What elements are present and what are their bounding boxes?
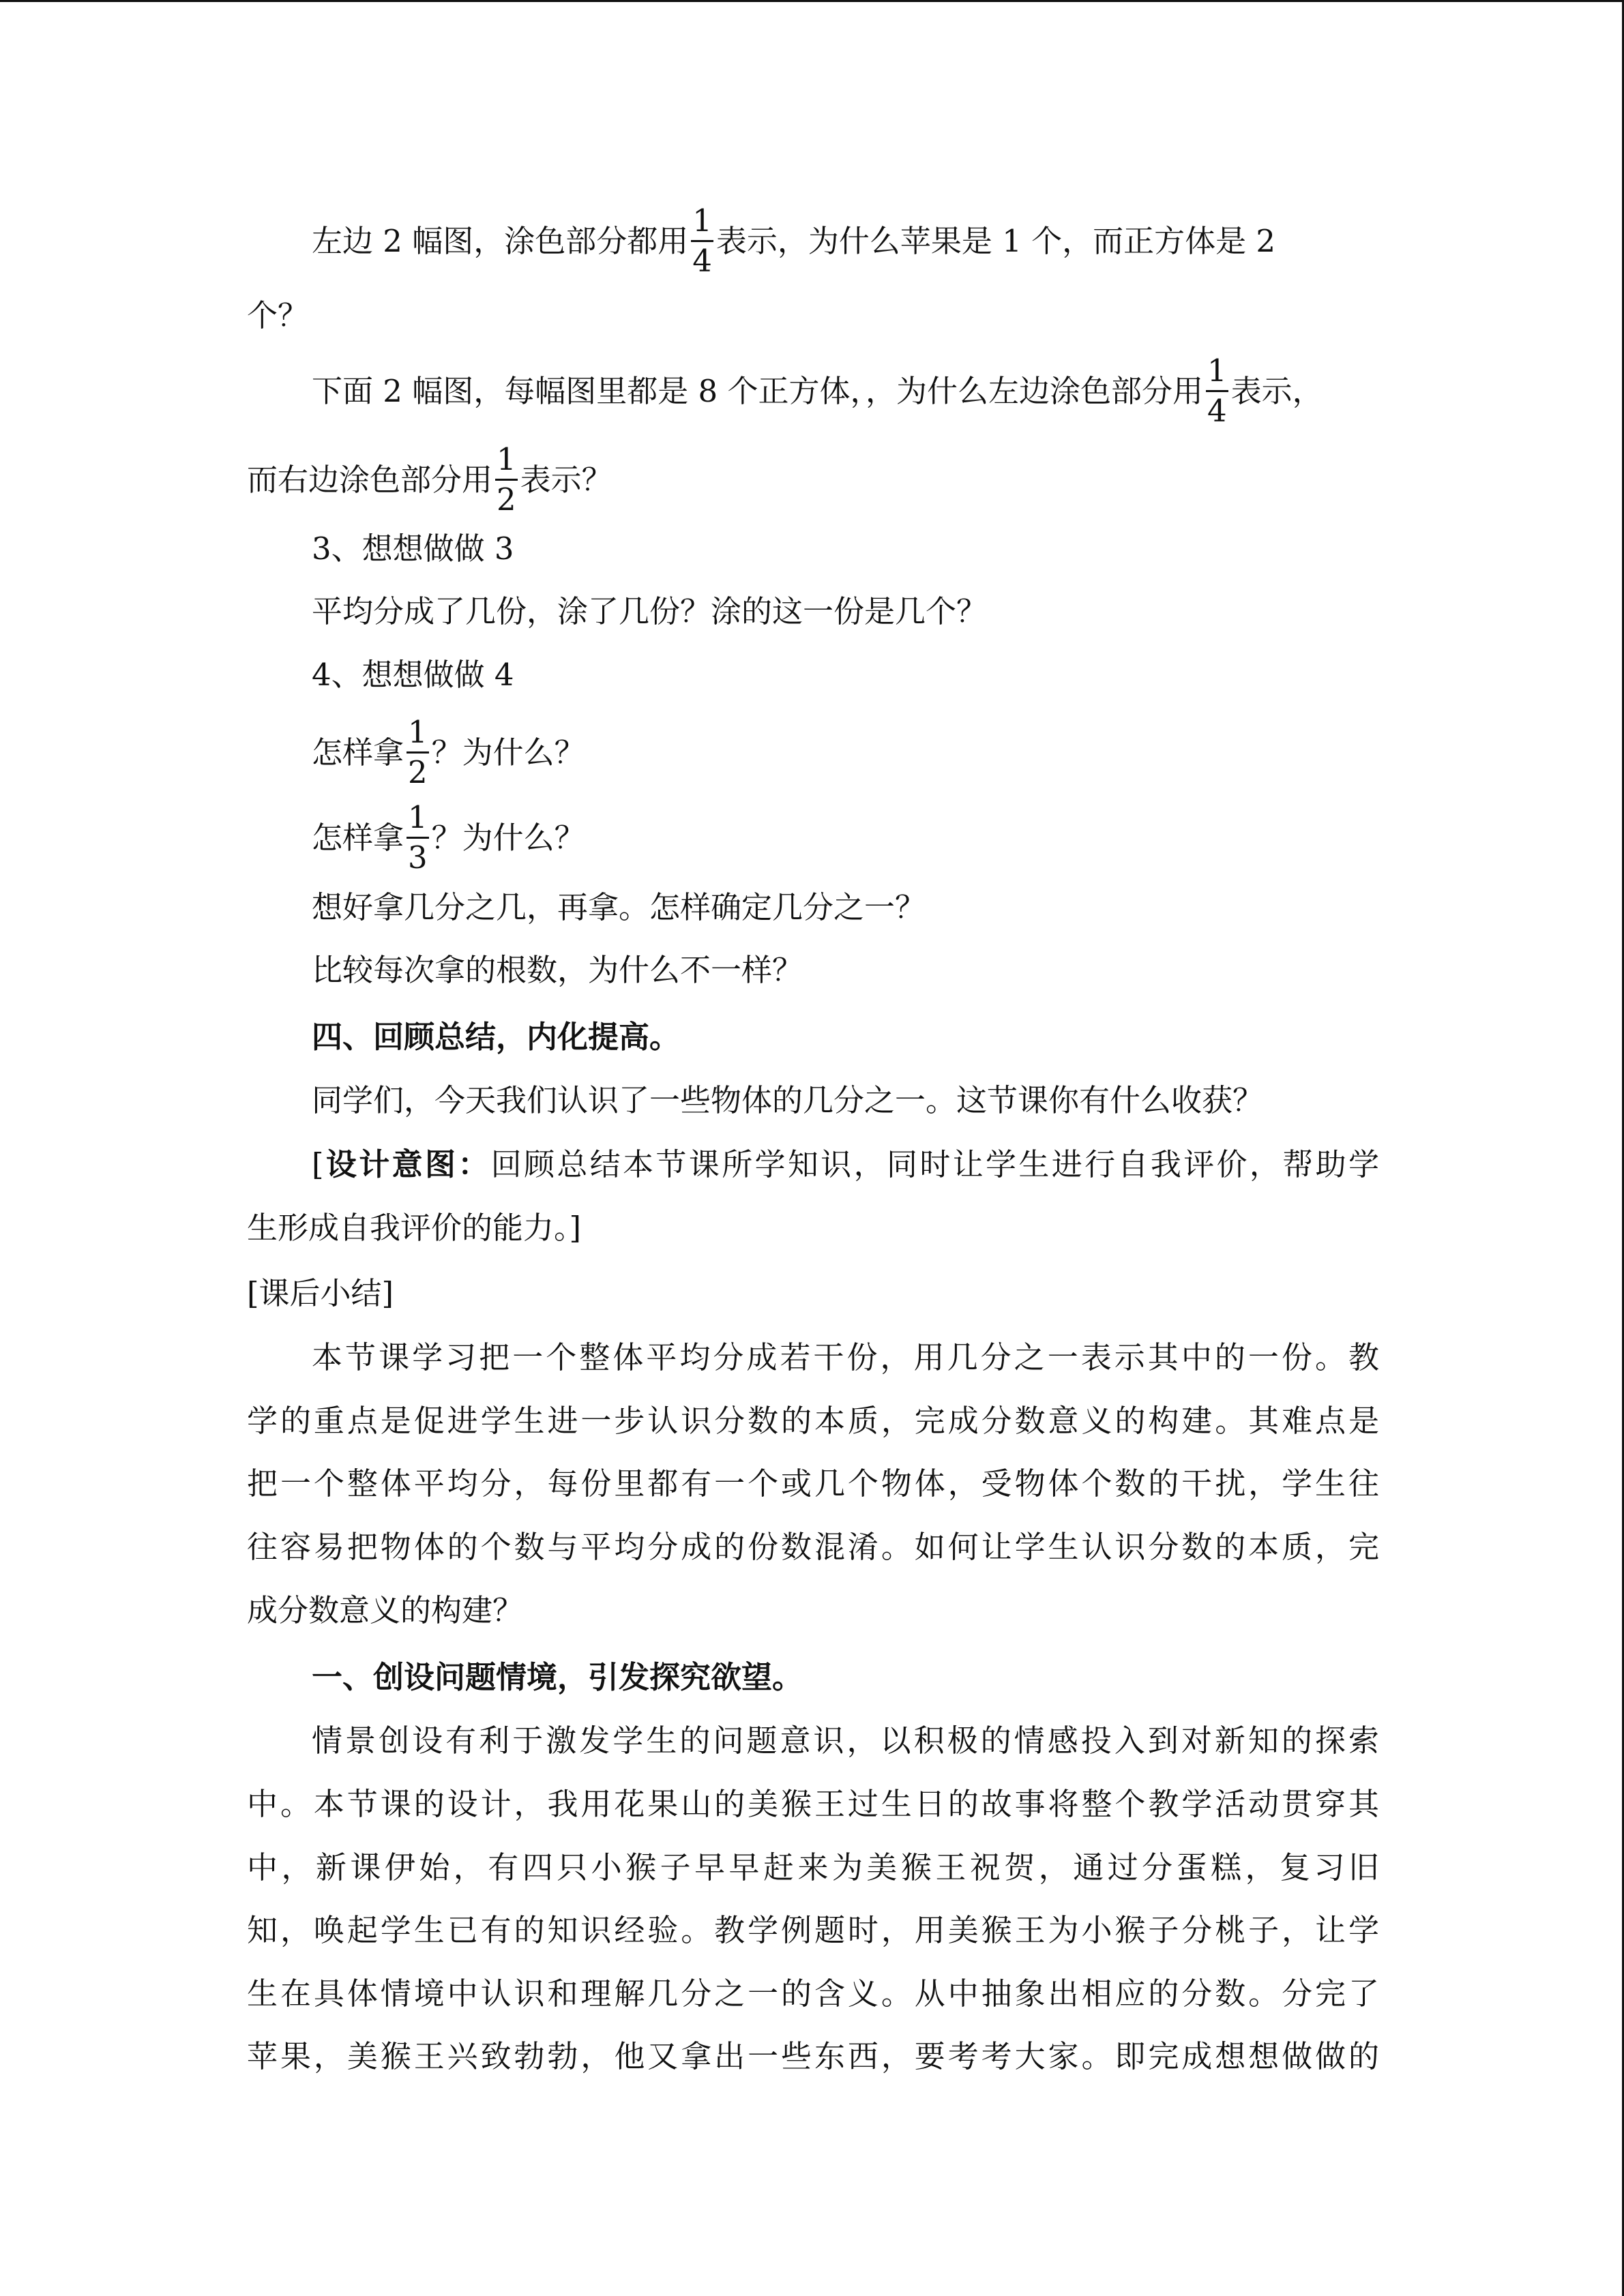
paragraph-line bbox=[312, 714, 1379, 790]
text-run: [ bbox=[312, 1146, 324, 1182]
page-border-top bbox=[0, 0, 1624, 2]
fraction-denominator: 4 bbox=[692, 243, 712, 279]
fraction-numerator: 1 bbox=[1206, 352, 1228, 392]
text-run: 怎样拿 bbox=[312, 820, 404, 856]
fraction bbox=[1206, 352, 1228, 430]
section-heading: [课后小结] bbox=[247, 1275, 394, 1311]
text-run: 表示， bbox=[1230, 373, 1323, 409]
paragraph-line: 本节课学习把一个整体平均分成若干份，用几分之一表示其中的一份。教 bbox=[312, 1339, 1379, 1375]
fraction bbox=[691, 202, 713, 280]
paragraph-line: 生形成自我评价的能力。] bbox=[247, 1210, 582, 1246]
design-intent-label: 设计意图： bbox=[323, 1146, 491, 1182]
paragraph-line bbox=[312, 353, 1379, 429]
text-run: 怎样拿 bbox=[312, 734, 404, 771]
paragraph-line: 平均分成了几份，涂了几份？涂的这一份是几个？ bbox=[312, 593, 988, 629]
paragraph-line: 中，新课伊始，有四只小猴子早早赶来为美猴王祝贺，通过分蛋糕，复习旧 bbox=[247, 1849, 1379, 1885]
paragraph-line: 学的重点是促进学生进一步认识分数的本质，完成分数意义的构建。其难点是 bbox=[247, 1403, 1379, 1439]
fraction bbox=[407, 799, 429, 877]
paragraph-line bbox=[312, 203, 1379, 279]
paragraph-line: 成分数意义的构建？ bbox=[247, 1592, 524, 1628]
text-run: 而右边涂色部分用 bbox=[247, 462, 493, 498]
fraction-denominator: 2 bbox=[497, 481, 516, 518]
fraction-denominator: 4 bbox=[1207, 393, 1227, 429]
text-run: 表示，为什么苹果是 1 个，而正方体是 2 bbox=[715, 223, 1276, 259]
fraction-numerator: 1 bbox=[407, 799, 429, 839]
paragraph-line: 情景创设有利于激发学生的问题意识，以积极的情感投入到对新知的探索 bbox=[312, 1723, 1379, 1759]
section-heading: 四、回顾总结，内化提高。 bbox=[312, 1019, 681, 1055]
text-run: 表示？ bbox=[520, 462, 612, 498]
paragraph-line: 同学们，今天我们认识了一些物体的几分之一。这节课你有什么收获？ bbox=[312, 1082, 1264, 1118]
paragraph-line bbox=[312, 1134, 1379, 1195]
paragraph-line: 中。本节课的设计，我用花果山的美猴王过生日的故事将整个教学活动贯穿其 bbox=[247, 1786, 1379, 1822]
text-run: ？为什么？ bbox=[431, 734, 585, 771]
fraction bbox=[407, 713, 429, 792]
paragraph-line: 把一个整体平均分，每份里都有一个或几个物体，受物体个数的干扰，学生往 bbox=[247, 1465, 1379, 1502]
fraction-numerator: 1 bbox=[407, 713, 429, 754]
paragraph-line bbox=[312, 799, 1379, 876]
fraction-numerator: 1 bbox=[495, 441, 518, 481]
text-run: ？为什么？ bbox=[431, 820, 585, 856]
section-heading: 一、创设问题情境，引发探究欲望。 bbox=[312, 1659, 803, 1695]
fraction-denominator: 2 bbox=[408, 754, 428, 790]
text-run: 下面 2 幅图，每幅图里都是 8 个正方体，，为什么左边涂色部分用 bbox=[312, 373, 1203, 409]
paragraph-line: 生在具体情境中认识和理解几分之一的含义。从中抽象出相应的分数。分完了 bbox=[247, 1976, 1379, 2012]
fraction-numerator: 1 bbox=[691, 202, 713, 242]
paragraph-line: 比较每次拿的根数，为什么不一样？ bbox=[312, 952, 803, 988]
exercise-heading: 3、想想做做 3 bbox=[312, 531, 514, 567]
paragraph-line bbox=[247, 441, 1379, 518]
paragraph-line: 想好拿几分之几，再拿。怎样确定几分之一？ bbox=[312, 889, 926, 925]
text-run: 左边 2 幅图，涂色部分都用 bbox=[312, 223, 689, 259]
paragraph-line: 知，唤起学生已有的知识经验。教学例题时，用美猴王为小猴子分桃子，让学 bbox=[247, 1912, 1379, 1948]
fraction-denominator: 3 bbox=[408, 839, 428, 876]
paragraph-line: 往容易把物体的个数与平均分成的份数混淆。如何让学生认识分数的本质，完 bbox=[247, 1529, 1379, 1565]
exercise-heading: 4、想想做做 4 bbox=[312, 657, 514, 693]
text-run: 回顾总结本节课所学知识，同时让学生进行自我评价，帮助学 bbox=[490, 1146, 1379, 1182]
paragraph-line: 个？ bbox=[247, 297, 309, 333]
fraction bbox=[495, 441, 518, 519]
paragraph-line: 苹果，美猴王兴致勃勃，他又拿出一些东西，要考考大家。即完成想想做做的 bbox=[247, 2038, 1379, 2074]
